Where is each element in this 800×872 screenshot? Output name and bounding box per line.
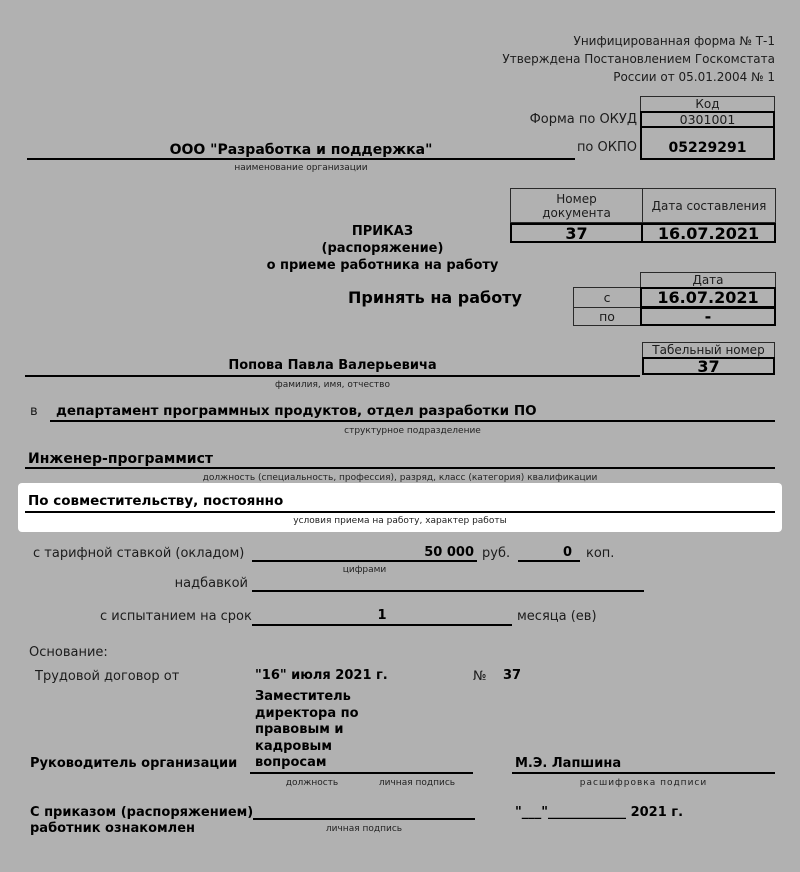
date-to-label: по <box>599 309 615 324</box>
probation-underline <box>252 624 512 626</box>
doc-date-header-label: Дата составления <box>651 198 767 213</box>
contract-label: Трудовой договор от <box>35 669 180 684</box>
date-to-value-cell <box>640 307 776 326</box>
employee-name-underline <box>25 375 640 377</box>
ack-caption: личная подпись <box>325 824 403 834</box>
head-name: М.Э. Лапшина <box>515 756 622 771</box>
organization-name: ООО "Разработка и поддержка" <box>169 142 433 158</box>
code-table-header <box>640 96 775 112</box>
form-note <box>375 32 775 86</box>
head-position-value: Заместитель директора по правовым и кадровым вопросам <box>255 689 359 770</box>
probation-value: 1 <box>377 608 387 623</box>
conditions-caption: условия приема на работу, характер работы <box>293 516 507 526</box>
doc-number-value-cell <box>510 223 643 243</box>
position-value: Инженер-программист <box>28 451 214 467</box>
salary-caption: цифрами <box>342 565 387 575</box>
head-position-caption: должность <box>285 778 339 788</box>
employee-name: Попова Павла Валерьевича <box>228 358 437 373</box>
date-from-label: с <box>603 290 611 305</box>
personnel-number-header-label: Табельный номер <box>652 343 765 357</box>
date-to-value: - <box>704 307 712 326</box>
hire-date-header-label: Дата <box>692 273 724 287</box>
employee-name-caption: фамилия, имя, отчество <box>275 380 390 390</box>
order-title-line-2: (распоряжение) <box>321 241 444 256</box>
doc-number-header <box>510 188 643 223</box>
contract-number: 37 <box>503 668 522 683</box>
organization-underline <box>27 158 575 160</box>
rub-label: руб. <box>482 546 511 561</box>
department-caption: структурное подразделение <box>344 426 481 436</box>
okud-value: 0301001 <box>679 112 736 127</box>
okud-label: Форма по ОКУД <box>529 112 637 127</box>
department-underline <box>50 420 775 422</box>
date-to-label-cell <box>573 307 641 326</box>
date-from-value-cell <box>640 287 776 308</box>
form-note-line-3: России от 05.01.2004 № 1 <box>613 70 775 84</box>
probation-unit: месяца (ев) <box>517 609 597 624</box>
head-position-underline <box>250 772 473 774</box>
head-signature-caption: личная подпись <box>378 778 456 788</box>
date-from-label-cell <box>573 287 641 308</box>
department-value: департамент программных продуктов, отдел разработки ПО <box>56 403 537 419</box>
ack-line-1: С приказом (распоряжением) <box>30 805 254 820</box>
doc-number-value: 37 <box>565 223 588 243</box>
probation-label: с испытанием на срок <box>100 609 252 624</box>
doc-date-header <box>642 188 776 223</box>
order-title-line-1: ПРИКАЗ <box>351 224 414 239</box>
form-note-line-2: Утверждена Постановлением Госкомстата <box>502 52 775 66</box>
position-caption: должность (специальность, профессия), разряд, класс (категория) квалификации <box>202 473 598 483</box>
order-title-line-3: о приеме работника на работу <box>266 258 499 273</box>
doc-date-value: 16.07.2021 <box>657 223 760 243</box>
ack-line-2: работник ознакомлен <box>30 821 196 836</box>
hire-title: Принять на работу <box>348 288 522 307</box>
contract-number-sign: № <box>473 669 487 684</box>
position-underline <box>25 467 775 469</box>
okpo-label: по ОКПО <box>576 140 637 155</box>
salary-value: 50 000 <box>424 545 474 560</box>
head-name-caption: расшифровка подписи <box>579 778 708 788</box>
organization-caption: наименование организации <box>234 163 368 173</box>
doc-number-header-label: Номер документа <box>542 191 611 220</box>
bonus-label: надбавкой <box>174 576 248 591</box>
okpo-value: 05229291 <box>668 140 747 156</box>
conditions-underline <box>25 511 775 513</box>
order-title <box>240 223 525 274</box>
contract-date: "16" июля 2021 г. <box>255 668 388 683</box>
kop-label: коп. <box>586 546 615 561</box>
department-preposition: в <box>30 404 38 419</box>
ack-underline <box>253 818 475 820</box>
salary-label: с тарифной ставкой (окладом) <box>33 546 245 561</box>
code-header-label: Код <box>695 97 720 111</box>
conditions-value: По совместительству, постоянно <box>28 493 284 509</box>
kop-value: 0 <box>562 545 572 560</box>
doc-date-value-cell <box>641 223 776 243</box>
basis-label: Основание: <box>29 645 108 660</box>
bonus-underline <box>252 590 644 592</box>
head-name-underline <box>512 772 775 774</box>
date-from-value: 16.07.2021 <box>657 288 759 307</box>
hire-date-header <box>640 272 776 288</box>
ack-date: "___"____________ 2021 г. <box>515 805 684 820</box>
head-label: Руководитель организации <box>30 756 238 771</box>
personnel-number-value: 37 <box>697 356 720 376</box>
okpo-value-cell <box>640 126 775 160</box>
personnel-number-value-cell <box>642 357 775 375</box>
form-note-line-1: Унифицированная форма № Т-1 <box>573 34 775 48</box>
